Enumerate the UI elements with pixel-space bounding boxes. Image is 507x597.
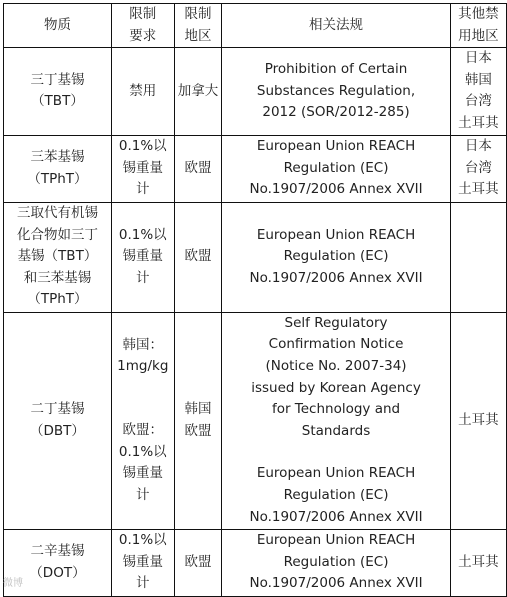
- watermark: 微博: [3, 578, 23, 589]
- requirement-cell: 0.1%以 锡重量 计: [111, 202, 174, 312]
- table-row: [4, 312, 507, 529]
- requirement-cell: 韩国： 1mg/kg 欧盟： 0.1%以 锡重量 计: [111, 312, 174, 529]
- header-regulation: 相关法规: [222, 4, 451, 48]
- region-cell: 欧盟: [174, 202, 222, 312]
- substance-cell: 二丁基锡 （DBT）: [4, 312, 112, 529]
- header-row: [4, 4, 507, 48]
- header-substance: 物质: [4, 4, 112, 48]
- substance-cell: 三丁基锡 （TBT）: [4, 48, 112, 135]
- table-row: [4, 48, 507, 135]
- requirement-cell: 0.1%以 锡重量 计: [111, 529, 174, 596]
- substance-cell: 三取代有机锡 化合物如三丁 基锡（TBT） 和三苯基锡 （TPhT）: [4, 202, 112, 312]
- other-regions-cell: 土耳其: [450, 312, 506, 529]
- substance-cell: 三苯基锡 （TPhT）: [4, 135, 112, 202]
- region-cell: 韩国 欧盟: [174, 312, 222, 529]
- regulation-cell: European Union REACH Regulation (EC) No.1907/2006 Annex XVII: [222, 529, 451, 596]
- region-cell: 欧盟: [174, 135, 222, 202]
- table-row: [4, 202, 507, 312]
- requirement-cell: 禁用: [111, 48, 174, 135]
- requirement-cell: 0.1%以 锡重量 计: [111, 135, 174, 202]
- other-regions-cell: 日本 韩国 台湾 土耳其: [450, 48, 506, 135]
- regulation-cell: Prohibition of Certain Substances Regulation, 2012 (SOR/2012-285): [222, 48, 451, 135]
- header-region: 限制 地区: [174, 4, 222, 48]
- substance-cell: 二辛基锡 （DOT）: [4, 529, 112, 596]
- regulation-cell: European Union REACH Regulation (EC) No.1907/2006 Annex XVII: [222, 202, 451, 312]
- other-regions-cell: 日本 台湾 土耳其: [450, 135, 506, 202]
- regulation-cell: Self Regulatory Confirmation Notice (Notice No. 2007-34) issued by Korean Agency for Technology and Standards European Union REACH Regulation (EC) No.1907/2006 Annex XVII: [222, 312, 451, 529]
- region-cell: 欧盟: [174, 529, 222, 596]
- header-other-regions: 其他禁 用地区: [450, 4, 506, 48]
- table-row: [4, 529, 507, 596]
- regulation-table: [3, 3, 507, 597]
- other-regions-cell: 土耳其: [450, 529, 506, 596]
- other-regions-cell: [450, 202, 506, 312]
- regulation-cell: European Union REACH Regulation (EC) No.1907/2006 Annex XVII: [222, 135, 451, 202]
- header-requirement: 限制 要求: [111, 4, 174, 48]
- region-cell: 加拿大: [174, 48, 222, 135]
- table-row: [4, 135, 507, 202]
